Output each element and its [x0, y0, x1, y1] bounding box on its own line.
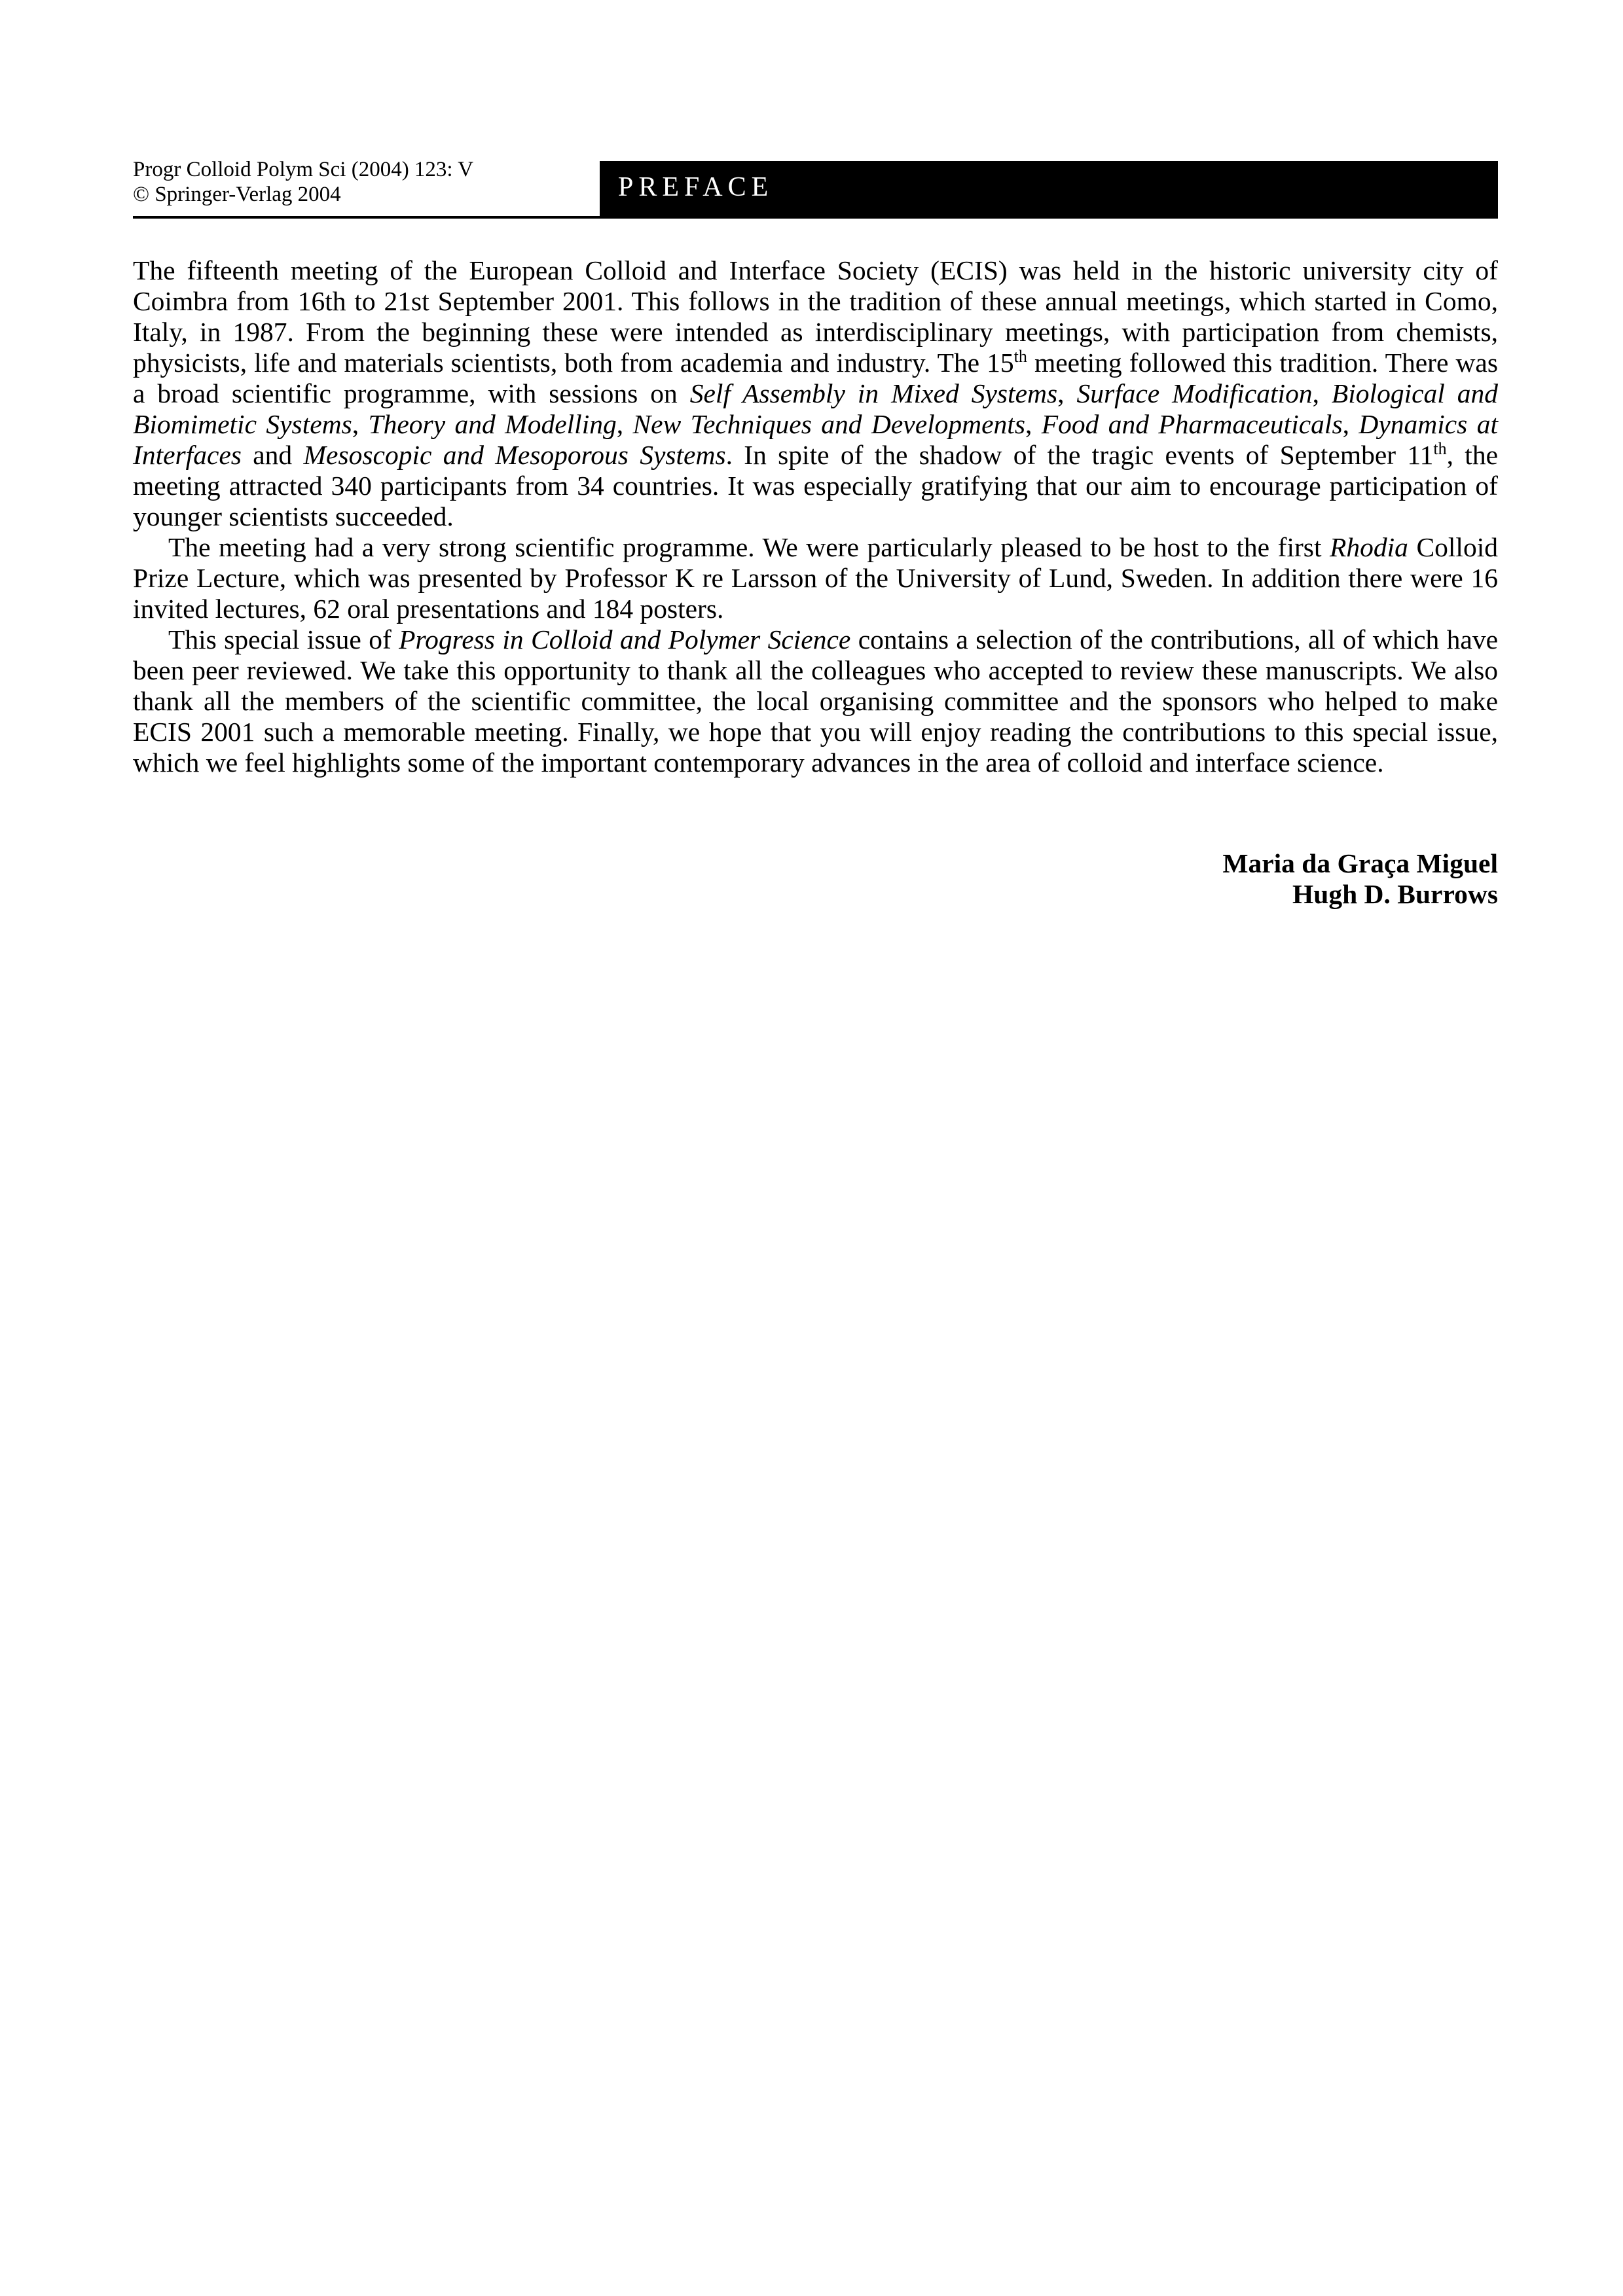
paragraph-3	[133, 624, 1498, 778]
page-header	[133, 157, 1498, 219]
section-title: PREFACE	[618, 172, 774, 202]
separator: ,	[1342, 409, 1359, 439]
session-name: Mesoscopic and Mesoporous Systems	[303, 440, 726, 470]
paragraph-2	[133, 532, 1498, 624]
journal-citation	[133, 157, 591, 207]
session-name: Food and Pharmaceuticals	[1041, 409, 1343, 439]
prize-name: Rhodia	[1330, 532, 1408, 562]
text-span: The meeting had a very strong scientific programme. We were particularly pleased to be host to the first	[168, 532, 1330, 562]
journal-name: Progress in Colloid and Polymer Science	[399, 624, 851, 655]
ordinal-superscript: th	[1433, 439, 1447, 458]
separator: ,	[616, 409, 633, 439]
text-span: . In spite of the shadow of the tragic events of September 11	[725, 440, 1434, 470]
separator: ,	[1057, 378, 1077, 408]
session-name: Surface Modification	[1076, 378, 1313, 408]
text-span: This special issue of	[168, 624, 399, 655]
session-name: Dynamics at Interfaces	[133, 409, 1499, 470]
author-name: Maria da Graça Miguel	[1222, 848, 1498, 878]
text-span: , the meeting attracted 340 participants from 34 countries. It was especially gratifying that our aim to encourage participation of younger scientists succeeded.	[133, 440, 1498, 531]
session-name: New Techniques and Developments	[632, 409, 1025, 439]
text-span: Colloid Prize Lecture, which was presented by Professor K re Larsson of the University of Lund, Sweden. In addition there were 16 invited lectures, 62 oral presentations and 184 posters.	[133, 532, 1498, 624]
separator: ,	[1312, 378, 1332, 408]
author-name: Hugh D. Burrows	[1292, 879, 1498, 909]
text-span: contains a selection of the contributions, all of which have been peer reviewed. We take this opportunity to thank all the colleagues who accepted to review these manuscripts. We also thank all the members of the scientific committee, the local organising committee and the sponsors who helped to make ECIS 2001 such a memorable meeting. Finally, we hope that you will enjoy reading the contributions to this special issue, which we feel highlights some of the important contemporary advances in the area of colloid and interface science.	[133, 624, 1498, 778]
separator: ,	[1025, 409, 1042, 439]
session-name: Self Assembly in Mixed Systems	[689, 378, 1058, 408]
paragraph-1	[133, 255, 1498, 532]
preface-body	[133, 255, 1498, 778]
citation-line-1: Progr Colloid Polym Sci (2004) 123: V	[133, 158, 474, 181]
conjunction: and	[241, 440, 304, 470]
session-name: Theory and Modelling	[368, 409, 617, 439]
author-signatures	[133, 848, 1498, 910]
text-span: meeting followed this tradition. There was a broad scientific programme, with sessions on	[133, 348, 1498, 408]
session-name: Biological and Biomimetic Systems	[133, 378, 1499, 439]
ordinal-superscript: th	[1013, 347, 1027, 366]
separator: ,	[352, 409, 369, 439]
section-title-bar	[600, 161, 1498, 216]
citation-line-2: © Springer-Verlag 2004	[133, 183, 341, 206]
text-span: The fifteenth meeting of the European Colloid and Interface Society (ECIS) was held in the historic university city of Coimbra from 16th to 21st September 2001. This follows in the tradition of these annual meetings, which started in Como, Italy, in 1987. From the beginning these were intended as interdisciplinary meetings, with participation from chemists, physicists, life and materials scientists, both from academia and industry. The 15	[133, 255, 1498, 378]
